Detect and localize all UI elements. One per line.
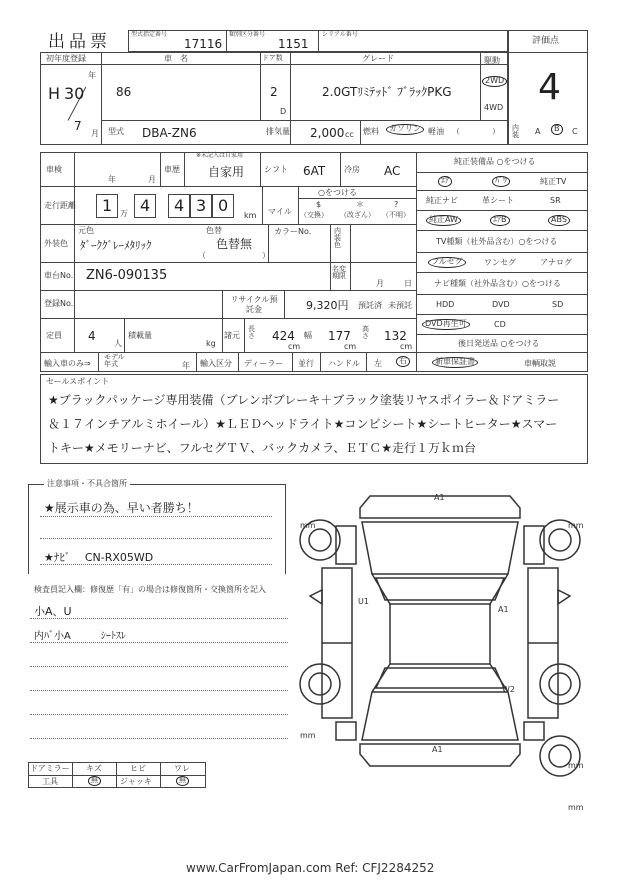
shift-label: シフト [264,165,288,174]
tv-analog: アナログ [540,258,572,267]
interior-b: B [551,124,563,135]
displacement-value: 2,000 [310,126,345,140]
shift-value: 6AT [303,164,326,178]
title-change-label: 名変期限 [332,265,346,280]
displacement-unit: cc [345,130,354,139]
inspection-year: 年 [108,175,116,184]
navi-dvd-play: DVD再生可 [422,319,470,330]
tire-rr-unit: mm [568,761,584,770]
capacity-label: 定員 [46,331,62,340]
interior-label: 内装 [512,124,519,139]
fuel-diesel: 軽油 [428,127,444,136]
cooling-label: 冷房 [344,165,360,174]
equip-leather: 革シート [482,196,514,205]
equip-title: 純正装備品 ○をつける [454,157,536,166]
acc-tools-mark: 無 [88,776,101,786]
usage-value: 自家用 [208,165,245,179]
navi-sd: SD [552,300,564,309]
dims-length-value: 424 [272,329,295,343]
navi-dvd: DVD [492,300,510,309]
mileage-exchange-sym: $ [316,200,322,209]
recycle-value: 9,320円 [306,299,349,312]
mileage-label: 走行距離 [44,201,76,210]
navi-title: ナビ種類（社外品含む）○をつける [434,279,561,288]
dims-height-value: 132 [384,329,407,343]
doors-value: 2 [270,85,278,99]
car-damage-diagram [290,478,590,778]
usage-note: ※未記入は自家用 [196,152,244,159]
mileage-d3: 4 [174,196,185,215]
dims-length-unit: cm [288,342,301,351]
first-reg-era: H [48,84,61,103]
acc-header-crack: ヒビ [130,764,146,773]
later-warranty: 新車保証書 [432,357,478,368]
first-reg-month: 7 [74,119,82,133]
tv-title: TV種類（社外品含む）○をつける [436,237,558,246]
tire-fl-unit: mm [300,521,316,530]
model-designation-value: 17116 [184,37,223,51]
registration-label: 登録No. [44,299,74,308]
mileage-tamper-sym: ＊ [356,200,364,209]
chassis-label: 車台No. [44,271,74,280]
doors-sub: D [280,107,287,116]
sales-line-2: ＆１７インチアルミホイール）★ＬＥＤヘッドライト★コンビシート★シートヒーター★スマー [48,417,558,431]
diagram-front-mark: A1 [434,493,445,502]
sales-point-label: セールスポイント [46,377,110,386]
dims-height-unit: cm [400,342,413,351]
capacity-unit: 人 [114,339,122,348]
interior-c: C [572,127,578,136]
mileage-d1: 1 [102,196,113,215]
equip-airbag: ｴｱB [490,215,510,226]
page-title: 出品票 [48,32,111,52]
dims-width-unit: cm [344,342,357,351]
displacement-label: 排気量 [266,127,290,136]
model-year-label: モデル年式 [104,353,125,368]
sales-line-3: トキー★メモリーナビ、フルセグＴＶ、バックカメラ、ＥＴＣ★走行１万ｋｍ台 [48,441,476,455]
sales-line-1: ★ブラックパッケージ専用装備（ブレンボブレーキ＋ブラック塗装リヤスポイラー＆ドアミラー [48,393,560,407]
navi-cd: CD [494,320,506,329]
doors-label: ドア数 [262,54,283,62]
tire-fr-unit: mm [568,521,584,530]
dims-width-value: 177 [328,329,351,343]
drive-2wd: 2WD [482,76,507,87]
drive-4wd: 4WD [484,103,504,112]
load-unit: kg [206,339,216,348]
dims-height-label: 高さ [362,325,369,340]
later-title: 後日発送品 ○をつける [458,339,540,348]
model-year-unit: 年 [182,361,190,370]
color-label: 外装色 [44,239,68,248]
equip-sunroof: SR [550,196,561,205]
recycle-label: リサイクル預託金 [230,295,278,314]
tire-spare-unit: mm [568,803,584,812]
handle-label: ハンドル [328,359,360,368]
acc-jack-mark: 無 [176,776,189,786]
car-name-value: 86 [116,85,132,99]
later-manual: 車輌取説 [524,359,556,368]
import-dealer: ディーラー [244,359,284,368]
equip-power: ﾊﾟﾜ [492,176,510,187]
first-reg-month-unit: 月 [91,129,99,138]
title-change-day: 日 [404,279,412,288]
dims-note: 諸元 [224,331,240,340]
dims-length-label: 長さ [248,325,255,340]
tv-oneseg: ワンセグ [484,258,516,267]
orig-color-value: ﾀﾞｰｸｸﾞﾚｰﾒﾀﾘｯｸ [80,239,152,252]
fuel-other: （ ） [452,127,500,136]
handle-right: 右 [396,356,410,367]
mileage-circle-note: ○をつける [318,188,357,197]
mileage-d4: 3 [196,196,207,215]
inspection-label: 車検 [46,165,62,174]
tire-rl-unit: mm [300,731,316,740]
acc-header-scratch: キズ [86,764,102,773]
mileage-exchange: （交換） [300,211,328,219]
usage-label: 車歴 [164,165,180,174]
title-change-month: 月 [376,279,384,288]
handle-left: 左 [374,359,382,368]
diagram-left-mark: U1 [358,597,369,606]
mileage-d2: 4 [140,196,151,215]
mileage-d5: 0 [218,196,229,215]
import-parallel: 並行 [298,359,314,368]
interior-a: A [535,127,541,136]
diagram-right-rear-mark: W2 [502,685,515,694]
equip-alloy: 純正AW [426,215,461,226]
capacity-value: 4 [88,329,96,343]
notes-label: 注意事項・不具合箇所 [44,480,130,488]
score-label: 評価点 [532,36,560,46]
model-type-value: DBA-ZN6 [142,126,197,140]
class-number-value: 1151 [278,37,309,51]
inspector-line-1: 小A、U [34,605,72,618]
mileage-unknown: （不明） [382,211,410,219]
acc-header-break: ワレ [174,764,190,773]
change-color-label: 色替 [206,226,222,235]
cooling-value: AC [384,164,401,178]
diagram-rear-mark: A1 [432,745,443,754]
notes-line-1: ★展示車の為、早い者勝ち！ [44,501,199,515]
color-no-label: カラーNo. [274,227,312,236]
grade-value: 2.0GTﾘﾐﾃｯﾄﾞ ﾌﾞﾗｯｸPKG [322,85,452,99]
model-designation-label: 型式指定番号 [131,31,168,38]
model-type-label: 型式 [108,127,124,136]
chassis-value: ZN6-090135 [86,268,168,283]
fuel-label: 燃料 [363,127,379,136]
fuel-gasoline: ガソリン [386,124,424,135]
inspection-month: 月 [148,175,156,184]
equip-navi: 純正ナビ [426,196,458,205]
equip-tv: 純正TV [540,177,567,186]
acc-tools: 工具 [42,777,58,786]
notes-line-2: ★ﾅﾋﾞ CN-RX05WD [44,551,154,564]
drive-label: 駆動 [484,56,500,65]
score-value: 4 [538,67,561,108]
mileage-man: 万 [120,209,128,218]
acc-header-mirror: ドアミラー [30,764,70,773]
orig-color-label: 元色 [78,226,94,235]
equip-aircon: ｴｱ [438,176,452,187]
navi-hdd: HDD [436,300,455,309]
serial-label: シリアル番号 [322,31,358,38]
first-reg-year: 30 [64,84,85,103]
inspector-line-2: 内ﾊﾞ小A ｼｰﾄｽﾚ [34,631,126,642]
interior-color-label: 内装色 [334,227,341,249]
class-number-label: 類別区分番号 [229,31,266,38]
inspector-label: 検査員記入欄：修復歴「有」の場合は修復箇所・交換箇所を記入 [34,585,266,594]
import-class-label: 輸入区分 [200,359,232,368]
tv-fullseg: フルセグ [428,257,466,268]
dims-width-label: 幅 [304,331,312,340]
mileage-unknown-sym: ? [394,200,399,209]
mileage-mile: マイル [268,207,292,216]
import-label: 輸入車のみ⇒ [44,359,91,368]
recycle-not-deposit: 未預託 [388,301,412,310]
recycle-deposit: 預託済 [358,301,382,310]
first-reg-label: 初年度登録 [46,54,86,63]
first-reg-year-unit: 年 [88,71,96,80]
grade-label: グレード [362,54,394,63]
change-color-paren: （ ） [198,251,270,260]
mileage-tamper: （改ざん） [340,211,375,219]
mileage-unit: km [244,211,257,220]
acc-jack: ジャッキ [120,777,152,786]
load-label: 積載量 [128,331,152,340]
diagram-right-mark: A1 [498,605,509,614]
equip-abs: ABS [548,215,570,226]
car-name-label: 車 名 [164,54,188,63]
change-color-value: 色替無 [216,237,253,251]
footer-watermark: www.CarFromJapan.com Ref: CFJ2284252 [186,861,435,875]
